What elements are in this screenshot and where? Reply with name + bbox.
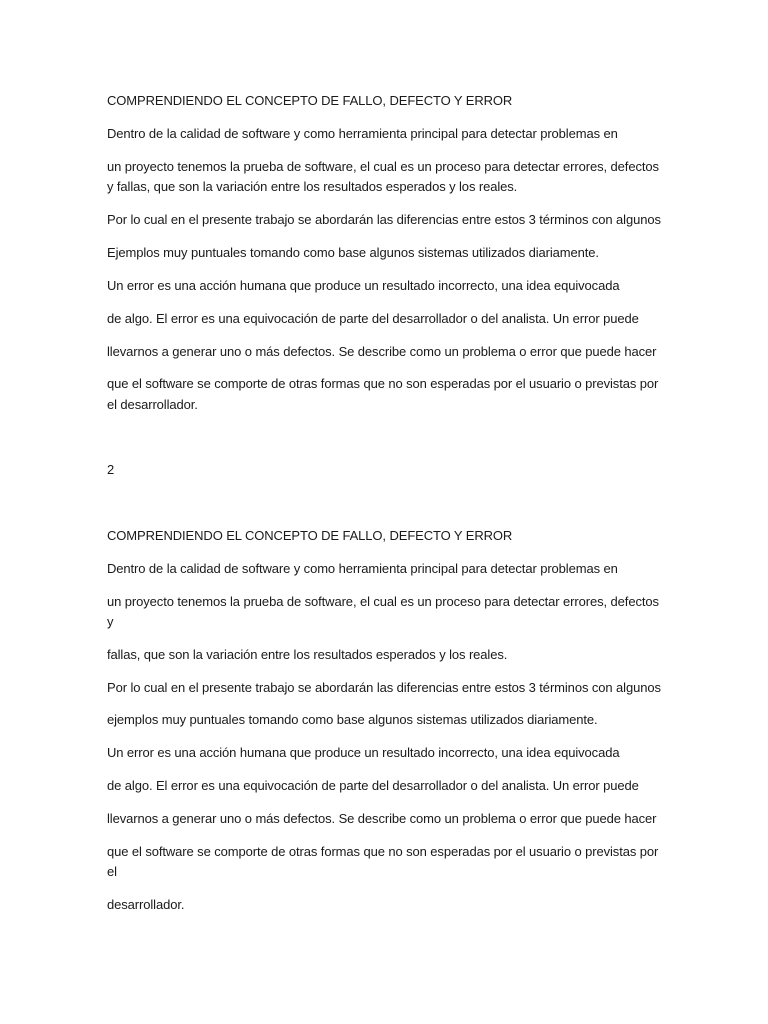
paragraph-line: Por lo cual en el presente trabajo se abordarán las diferencias entre estos 3 términos con algunos (107, 680, 661, 695)
paragraph-line: Un error es una acción humana que produce un resultado incorrecto, una idea equivocada (107, 278, 620, 293)
paragraph-line: un proyecto tenemos la prueba de software, el cual es un proceso para detectar errores, defectos (107, 159, 659, 174)
page-number: 2 (107, 462, 115, 477)
section-title: COMPRENDIENDO EL CONCEPTO DE FALLO, DEFECTO Y ERROR (107, 93, 513, 108)
paragraph-line: de algo. El error es una equivocación de parte del desarrollador o del analista. Un error puede (107, 778, 639, 793)
paragraph-line: llevarnos a generar uno o más defectos. Se describe como un problema o error que puede hacer (107, 811, 657, 826)
paragraph-line: un proyecto tenemos la prueba de software, el cual es un proceso para detectar errores, defectos (107, 594, 659, 609)
paragraph-line: Dentro de la calidad de software y como herramienta principal para detectar problemas en (107, 561, 618, 576)
paragraph-line: Un error es una acción humana que produce un resultado incorrecto, una idea equivocada (107, 745, 620, 760)
paragraph-line: el (107, 864, 117, 879)
paragraph-line: que el software se comporte de otras formas que no son esperadas por el usuario o previstas por (107, 844, 659, 859)
paragraph-line: Dentro de la calidad de software y como herramienta principal para detectar problemas en (107, 126, 618, 141)
section-title: COMPRENDIENDO EL CONCEPTO DE FALLO, DEFECTO Y ERROR (107, 528, 513, 543)
paragraph-line: ejemplos muy puntuales tomando como base algunos sistemas utilizados diariamente. (107, 712, 598, 727)
paragraph-line: fallas, que son la variación entre los resultados esperados y los reales. (107, 647, 508, 662)
paragraph-line: que el software se comporte de otras formas que no son esperadas por el usuario o previstas por (107, 376, 659, 391)
paragraph-line: Ejemplos muy puntuales tomando como base algunos sistemas utilizados diariamente. (107, 245, 599, 260)
paragraph-line: desarrollador. (107, 897, 185, 912)
paragraph-line: Por lo cual en el presente trabajo se abordarán las diferencias entre estos 3 términos con algunos (107, 212, 661, 227)
paragraph-line: y (107, 614, 114, 629)
paragraph-line: llevarnos a generar uno o más defectos. Se describe como un problema o error que puede hacer (107, 344, 657, 359)
paragraph-line: y fallas, que son la variación entre los resultados esperados y los reales. (107, 179, 518, 194)
paragraph-line: de algo. El error es una equivocación de parte del desarrollador o del analista. Un error puede (107, 311, 639, 326)
paragraph-line: el desarrollador. (107, 397, 198, 412)
